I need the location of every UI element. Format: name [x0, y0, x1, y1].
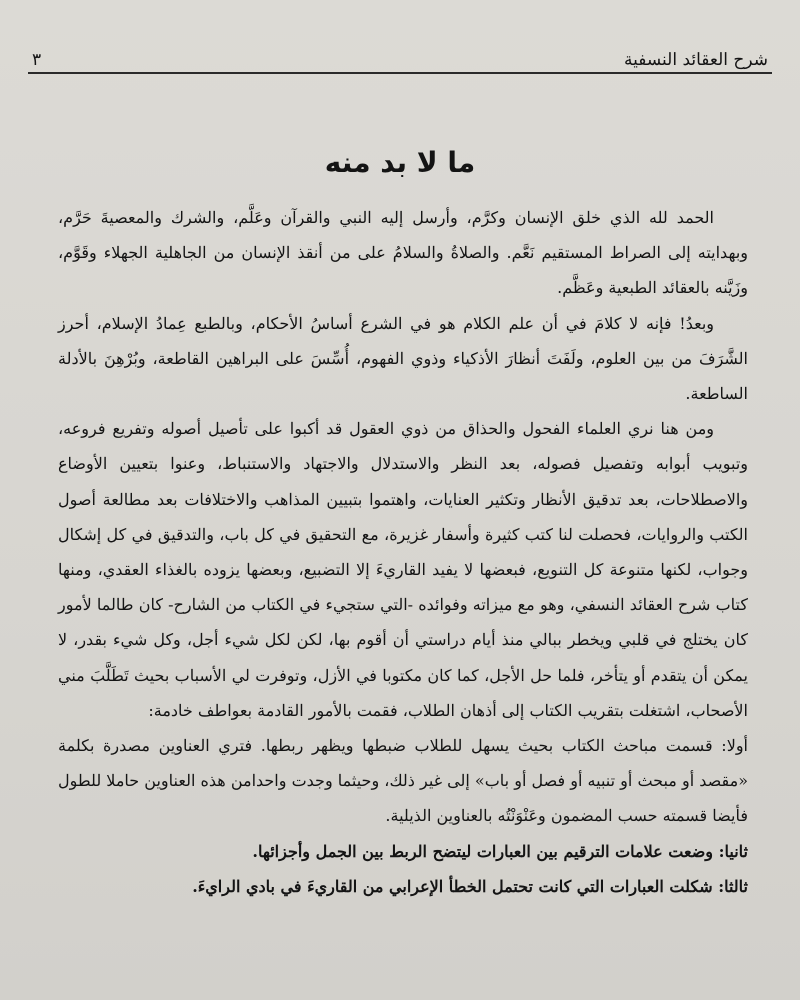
book-title: شرح العقائد النسفية	[624, 50, 768, 70]
list-item-third: ثالثا: شكلت العبارات التي كانت تحتمل الخطأ الإعرابي من القاريءَ في بادي الرايءَ.	[192, 876, 748, 896]
running-head	[32, 40, 768, 70]
list-item-first: أولا: قسمت مباحث الكتاب بحيث يسهل للطلاب ضبطها ويظهر ربطها. فتري العناوين مصدرة بكلمة «مقصد أو مبحث أو تنبيه أو فصل أو باب» إلى غير ذلك، وحيثما وجدت واحدامن هذه العناوين حاملا للطول فأيضا قسمته حسب المضمون وعَنْوَنْتُه بالعناوين الذيلية.	[58, 736, 748, 826]
paragraph-intro: وبعدُ! فإنه لا كلامَ في أن علم الكلام هو في الشرع أساسُ الأحكام، وبالطبع عِمادُ الإسلام، أحرز الشَّرَفَ من بين العلوم، ولَفَتَ أنظارَ الأذكياء وذوي الفهوم، أُسِّسَ على البراهين القاطعة، وبُرْهِنَ بالأدلة الساطعة.	[58, 313, 748, 404]
paragraph-scholars: ومن هنا نري العلماء الفحول والحذاق من ذوي العقول قد أكبوا على تأصيل أصوله وتفريع فروعه، وتبويب أبوابه وتفصيل فصوله، بعد النظر والاستدلال والاجتهاد والاستنباط، وعنوا بتعيين الأوضاع والاصطلاحات، بعد تدقيق الأنظار وتكثير العنايات، واهتموا بتبيين المذاهب والاختلافات بعد مطالعة أصول الكتب والروايات، فحصلت لنا كتب كثيرة وأسفار غزيرة، مع التحقيق في كل باب، والتدقيق في كل إشكال وجواب، لكنها متنوعة كل التنويع، فبعضها لا يفيد القاريءَ إلا التضبيع، وبعضها يزوده بالغذاء العقدي، ومنها كتاب شرح العقائد النسفي، وهو مع ميزاته وفوائده -التي ستجيء في الكتاب من الشارح- كان طالما لأمور كان يختلج في قلبي ويخطر ببالي منذ أيام دراستي أن أقوم بها، لكن لكل شيء أجل، وكل شيء بقدر، لا يمكن أن يتقدم أو يتأخر، فلما حل الأجل، كما كان مكتوبا في الأزل، وتوفرت لي الأسباب بحيث تَطَلَّبَ مني الأصحاب، اشتغلت بتقريب الكتاب إلى أذهان الطلاب، فقمت بالأمور القادمة بعواطف خادمة:	[58, 419, 748, 720]
paragraph-praise: الحمد لله الذي خلق الإنسان وكرَّم، وأرسل إليه النبي والقرآن وعَلَّم، والشرك والمعصيةَ حَرَّم، وبهدايته إلى الصراط المستقيم نَعَّم. والصلاةُ والسلامُ على من أنقذ الإنسان من الجاهلية الجهلاء وقَوَّم، وزَيَّنه بالعقائد الطبعية وعَظَّم.	[58, 208, 748, 298]
chapter-title: ما لا بد منه	[324, 146, 476, 179]
page-number: ٣	[32, 50, 42, 70]
header-rule	[28, 72, 772, 74]
body-text	[58, 200, 748, 904]
list-item-second: ثانيا: وضعت علامات الترقيم بين العبارات ليتضح الربط بين الجمل وأجزائها.	[252, 841, 748, 861]
